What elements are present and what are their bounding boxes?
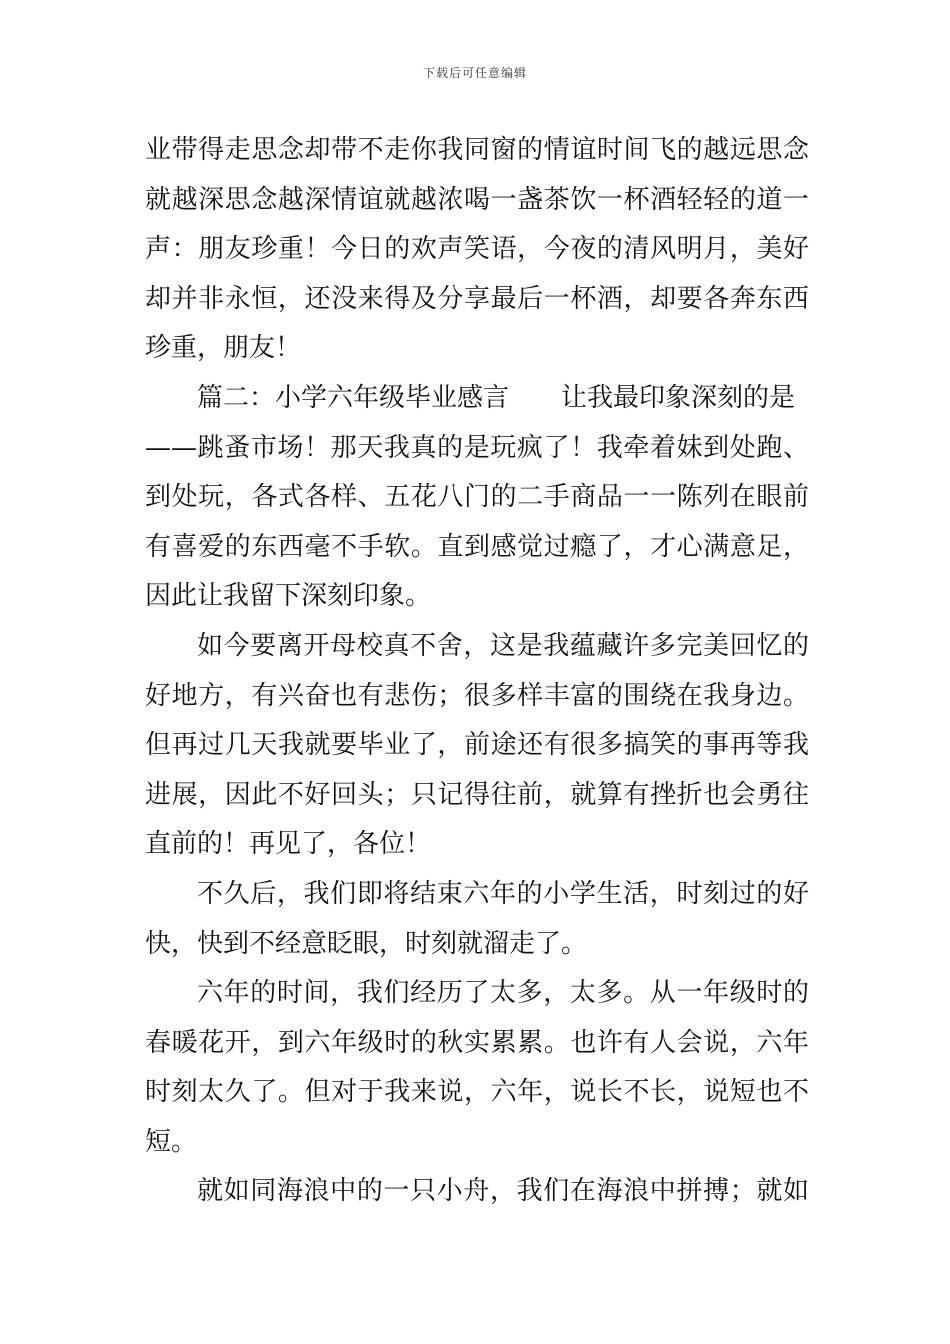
text-line: 进展，因此不好回头；只记得往前，就算有挫折也会勇往 [145,779,809,810]
paragraph-5 [145,969,809,1167]
text-line: 却并非永恒，还没来得及分享最后一杯酒，却要各奔东西 [145,283,809,314]
text-line: 业带得走思念却带不走你我同窗的情谊时间飞的越远思念 [145,135,809,165]
text-line: 声：朋友珍重！今日的欢声笑语，今夜的清风明月，美好 [145,234,809,265]
text-line: 六年的时间，我们经历了太多，太多。从一年级时的 [197,978,809,1009]
text-line: 但再过几天我就要毕业了，前途还有很多搞笑的事再等我 [145,730,809,761]
text-line: 到处玩，各式各样、五花八门的二手商品一一陈列在眼前 [145,482,809,513]
paragraph-1 [145,126,809,374]
text-line: 时刻太久了。但对于我来说，六年，说长不长，说短也不 [145,1077,809,1108]
text-line: 就如同海浪中的一只小舟，我们在海浪中拼搏；就如 [197,1176,809,1207]
paragraph-6 [145,1167,809,1217]
section-lead-text: 让我最印象深刻的是 [561,382,796,413]
text-line: 春暖花开，到六年级时的秋实累累。也许有人会说，六年 [145,1027,809,1058]
paragraph-2 [145,374,809,622]
text-line: 珍重，朋友！ [145,333,302,364]
body-text [145,126,809,1217]
page-header: 下载后可任意编辑 [422,66,527,80]
paragraph-4 [145,870,809,969]
text-line: 不久后，我们即将结束六年的小学生活，时刻过的好 [197,878,809,909]
text-line: 快，快到不经意眨眼，时刻就溜走了。 [145,928,588,959]
text-line: 如今要离开母校真不舍，这是我蕴藏许多完美回忆的 [197,630,809,661]
paragraph-3 [145,622,809,870]
text-line: ——跳蚤市场！那天我真的是玩疯了！我牵着妹到处跑、 [145,432,809,463]
text-line [145,374,809,424]
section-heading: 篇二：小学六年级毕业感言 [197,382,510,413]
text-line: 直前的！再见了，各位！ [145,829,432,860]
text-line: 有喜爱的东西毫不手软。直到感觉过瘾了，才心满意足， [145,531,809,562]
text-line: 短。 [145,1126,198,1157]
text-line: 因此让我留下深刻印象。 [145,581,432,612]
text-line: 就越深思念越深情谊就越浓喝一盏茶饮一杯酒轻轻的道一 [145,184,809,215]
text-line: 好地方，有兴奋也有悲伤；很多样丰富的围绕在我身边。 [145,680,809,711]
